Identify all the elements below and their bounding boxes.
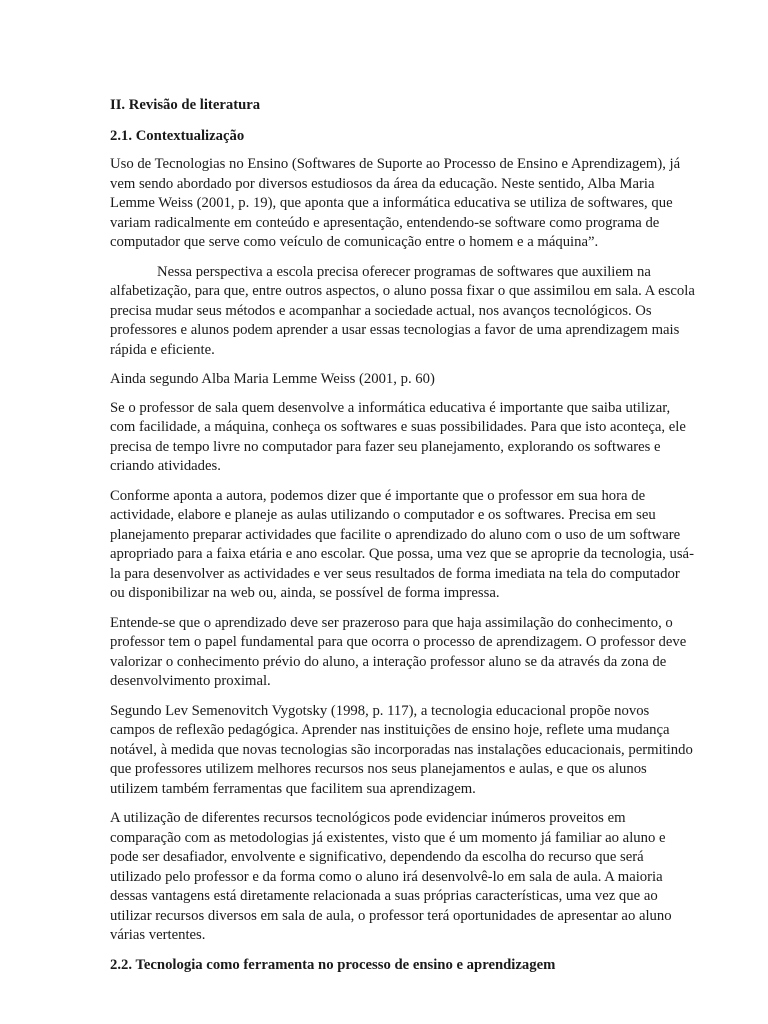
- paragraph-vygotsky: Segundo Lev Semenovitch Vygotsky (1998, p. 117), a tecnologia educacional propõe novos campos de reflexão pedagógica. Aprender nas instituições de ensino hoje, reflete uma mudança notável, à medida que novas tecnologias são incorporadas nas instalações educacionais, permitindo que professores utilizem melhores recursos nos seus planejamentos e aulas, e que os alunos utilizem também ferramentas que facilitem sua aprendizagem.: [110, 702, 693, 797]
- paragraph-autora: Conforme aponta a autora, podemos dizer que é importante que o professor em sua hora de actividade, elabore e planeje as aulas utilizando o computador e os softwares. Precisa em seu planejamento preparar actividades que facilite o aprendizado do aluno com o uso de um software apropriado para a faixa etária e ano escolar. Que possa, uma vez que se aproprie da tecnologia, usá-la para desenvolver as actividades e ver seus resultados de forma imediata na tela do computador ou disponibilizar na web ou, ainda, se possível de forma impressa.: [110, 487, 694, 601]
- paragraph-recursos: A utilização de diferentes recursos tecnológicos pode evidenciar inúmeros proveitos em comparação com as metodologias já existentes, visto que é um momento já familiar ao aluno e pode ser desafiador, envolvente e significativo, dependendo da escolha do recurso que será utilizado pelo professor e da forma como o aluno irá desenvolvê-lo em sala de aula. A maioria dessas vantagens está diretamente relacionada a suas próprias características, uma vez que ao utilizar recursos diversos em sala de aula, o professor terá oportunidades de apresentar ao aluno várias vertentes.: [110, 810, 672, 943]
- document-page: [110, 96, 696, 984]
- paragraph-intro: Uso de Tecnologias no Ensino (Softwares de Suporte ao Processo de Ensino e Aprendizagem), já vem sendo abordado por diversos estudiosos da área da educação. Neste sentido, Alba Maria Lemme Weiss (2001, p. 19), que aponta que a informática educativa se utiliza de softwares, que variam radicalmente em conteúdo e apresentação, entendendo-se software como programa de computador que serve como veículo de comunicação entre o homem e a máquina”.: [110, 156, 681, 250]
- subsection-heading-tecnologia: 2.2. Tecnologia como ferramenta no processo de ensino e aprendizagem: [110, 956, 556, 973]
- paragraph-perspectiva: Nessa perspectiva a escola precisa oferecer programas de softwares que auxiliem na alfabetização, para que, entre outros aspectos, o aluno possa fixar o que assimilou em sala. A escola precisa mudar seus métodos e acompanhar a sociedade actual, nos avanços tecnológicos. Os professores e alunos podem aprender a usar essas tecnologias a favor de uma aprendizagem mais rápida e eficiente.: [110, 263, 695, 358]
- paragraph-aprendizado: Entende-se que o aprendizado deve ser prazeroso para que haja assimilação do conhecimento, o professor tem o papel fundamental para que ocorra o processo de aprendizagem. O professor deve valorizar o conhecimento prévio do aluno, a interação professor aluno se da através da zona de desenvolvimento proximal.: [110, 614, 687, 689]
- paragraph-quote: Se o professor de sala quem desenvolve a informática educativa é importante que saiba utilizar, com facilidade, a máquina, conheça os softwares e suas possibilidades. Para que isto aconteça, ele precisa de tempo livre no computador para fazer seu planejamento, explorando os softwares e criando atividades.: [110, 399, 686, 474]
- paragraph-citation-lead: Ainda segundo Alba Maria Lemme Weiss (2001, p. 60): [110, 371, 435, 387]
- subsection-heading-contextualizacao: 2.1. Contextualização: [110, 127, 245, 144]
- section-heading: II. Revisão de literatura: [110, 97, 261, 113]
